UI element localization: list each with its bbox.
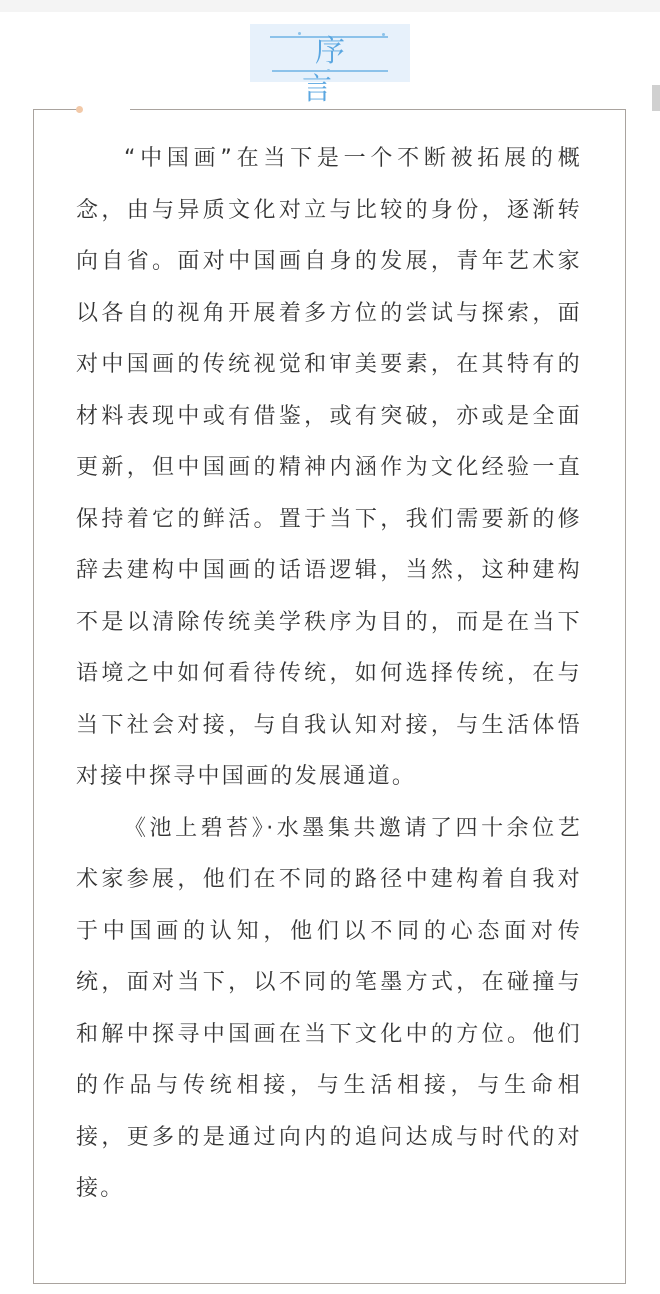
title-decor-line-bottom [272, 70, 388, 72]
article-body [76, 133, 582, 1215]
top-strip [0, 0, 660, 12]
scrollbar-thumb[interactable] [652, 85, 660, 111]
article-paragraph: “中国画”在当下是一个不断被拓展的概念，由与异质文化对立与比较的身份，逐渐转向自省。面对中国画自身的发展，青年艺术家以各自的视角开展着多方位的尝试与探索，面对中国画的传统视觉和审美要素，在其特有的材料表现中或有借鉴，或有突破，亦或是全面更新，但中国画的精神内涵作为文化经验一直保持着它的鲜活。置于当下，我们需要新的修辞去建构中国画的话语逻辑，当然，这种建构不是以清除传统美学秩序为目的，而是在当下语境之中如何看待传统，如何选择传统，在与当下社会对接，与自我认知对接，与生活体悟对接中探寻中国画的发展通道。 [76, 146, 582, 789]
page-title: 序 言 [302, 34, 371, 107]
title-banner [250, 24, 410, 107]
article-paragraph: 《池上碧苔》·水墨集共邀请了四十余位艺术家参展，他们在不同的路径中建构着自我对于中国画的认知，他们以不同的心态面对传统，面对当下，以不同的笔墨方式，在碰撞与和解中探寻中国画在当下文化中的方位。他们的作品与传统相接，与生活相接，与生命相接，更多的是通过向内的追问达成与时代的对接。 [76, 815, 582, 1201]
frame-decor-dot [76, 106, 83, 113]
